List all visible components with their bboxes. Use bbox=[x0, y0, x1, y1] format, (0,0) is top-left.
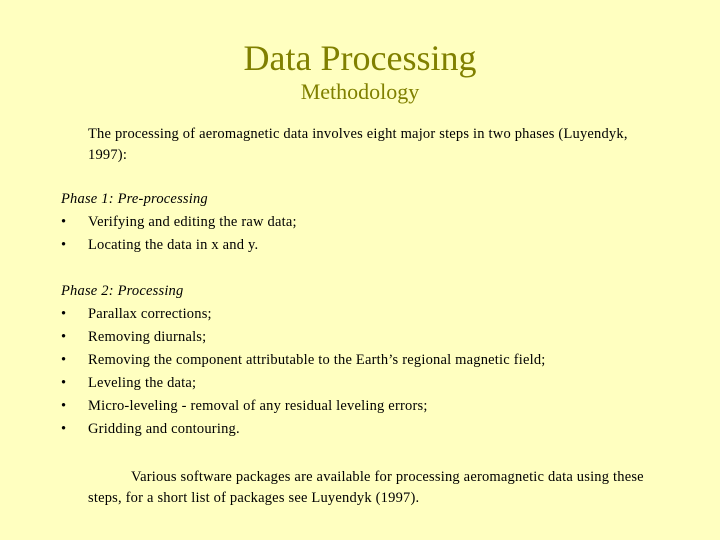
intro-paragraph: The processing of aeromagnetic data involves eight major steps in two phases (Luyendyk, 1997): bbox=[88, 126, 628, 163]
list-item-text: Micro-leveling - removal of any residual leveling errors; bbox=[88, 398, 428, 414]
closing-paragraph bbox=[88, 467, 658, 509]
phase-1-heading: Phase 1: Pre-processing bbox=[61, 191, 208, 207]
phase-2-heading: Phase 2: Processing bbox=[61, 283, 184, 299]
bullet-icon: • bbox=[61, 329, 67, 345]
list-item-text: Leveling the data; bbox=[88, 375, 197, 391]
bullet-icon: • bbox=[61, 352, 67, 368]
slide-subtitle: Methodology bbox=[300, 79, 420, 104]
list-item-text: Parallax corrections; bbox=[88, 306, 212, 322]
list-item-text: Verifying and editing the raw data; bbox=[88, 214, 297, 230]
bullet-icon: • bbox=[61, 306, 67, 322]
bullet-icon: • bbox=[61, 398, 67, 414]
bullet-icon: • bbox=[61, 214, 67, 230]
bullet-icon: • bbox=[61, 237, 67, 253]
bullet-icon: • bbox=[61, 421, 67, 437]
list-item-text: Removing diurnals; bbox=[88, 329, 207, 345]
list-item-text: Removing the component attributable to the Earth’s regional magnetic field; bbox=[88, 352, 546, 368]
closing-text: Various software packages are available for processing aeromagnetic data using these steps, for a short list of packages see Luyendyk (1997). bbox=[88, 469, 644, 506]
list-item-text: Locating the data in x and y. bbox=[88, 237, 259, 253]
list-item-text: Gridding and contouring. bbox=[88, 421, 240, 437]
bullet-icon: • bbox=[61, 375, 67, 391]
slide-title: Data Processing bbox=[243, 38, 477, 78]
